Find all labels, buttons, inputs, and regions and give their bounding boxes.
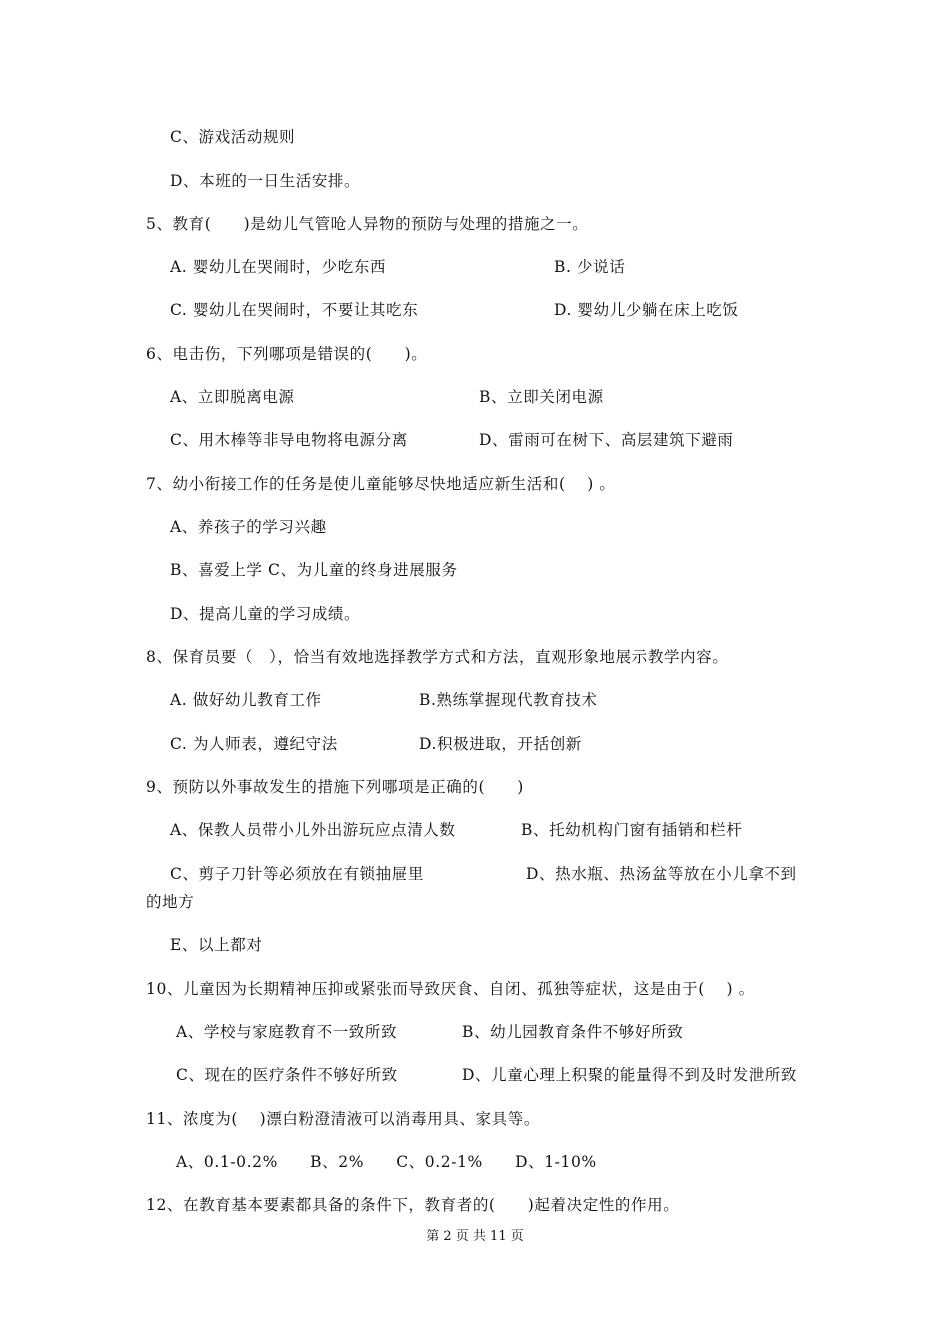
- q8-option-a: A. 做好幼儿教育工作: [170, 691, 322, 709]
- page-footer: 第 2 页 共 11 页: [426, 1229, 524, 1244]
- question-10: 10、儿童因为长期精神压抑或紧张而导致厌食、自闭、孤独等症状，这是由于( ) 。: [146, 980, 755, 998]
- q9-option-b: B、托幼机构门窗有插销和栏杆: [521, 821, 743, 839]
- q8-option-c: C. 为人师表，遵纪守法: [170, 735, 338, 753]
- q6-option-b: B、立即关闭电源: [479, 388, 604, 406]
- q9-option-a: A、保教人员带小儿外出游玩应点清人数: [170, 821, 456, 839]
- question-7: 7、幼小衔接工作的任务是使儿童能够尽快地适应新生活和( ) 。: [146, 475, 616, 493]
- q6-option-d: D、雷雨可在树下、高层建筑下避雨: [479, 431, 734, 449]
- q5-option-a: A. 婴幼儿在哭闹时，少吃东西: [170, 258, 387, 276]
- q4-option-c: C、游戏活动规则: [170, 128, 296, 146]
- q5-option-c: C. 婴幼儿在哭闹时，不要让其吃东: [170, 301, 419, 319]
- q6-option-a: A、立即脱离电源: [170, 388, 295, 406]
- q4-option-d: D、本班的一日生活安排。: [170, 172, 361, 190]
- q10-option-c: C、现在的医疗条件不够好所致: [176, 1066, 398, 1084]
- q8-option-d: D.积极进取，开括创新: [419, 735, 582, 753]
- question-6: 6、电击伤，下列哪项是错误的( )。: [146, 345, 428, 363]
- q8-option-b: B.熟练掌握现代教育技术: [419, 691, 598, 709]
- q10-option-b: B、幼儿园教育条件不够好所致: [462, 1023, 684, 1041]
- q9-option-d-continued: 的地方: [146, 893, 195, 911]
- q10-option-d: D、儿童心理上积聚的能量得不到及时发泄所致: [462, 1066, 798, 1084]
- q5-option-b: B. 少说话: [554, 258, 626, 276]
- question-11: 11、浓度为( )漂白粉澄清液可以消毒用具、家具等。: [146, 1110, 540, 1128]
- question-9: 9、预防以外事故发生的措施下列哪项是正确的( ): [146, 778, 524, 796]
- q11-options: A、0.1-0.2% B、2% C、0.2-1% D、1-10%: [176, 1153, 597, 1171]
- q7-option-d: D、提高儿童的学习成绩。: [170, 605, 361, 623]
- q9-option-c: C、剪子刀针等必须放在有锁抽屉里: [170, 865, 424, 883]
- question-8: 8、保育员要（ ），恰当有效地选择教学方式和方法，直观形象地展示教学内容。: [146, 648, 729, 666]
- question-5: 5、教育( )是幼儿气管呛人异物的预防与处理的措施之一。: [146, 215, 589, 233]
- q10-option-a: A、学校与家庭教育不一致所致: [176, 1023, 398, 1041]
- question-12: 12、在教育基本要素都具备的条件下，教育者的( )起着决定性的作用。: [146, 1196, 680, 1214]
- q5-option-d: D. 婴幼儿少躺在床上吃饭: [554, 301, 739, 319]
- q7-option-bc: B、喜爱上学 C、为儿童的终身进展服务: [170, 561, 458, 579]
- q7-option-a: A、养孩子的学习兴趣: [170, 518, 327, 536]
- q9-option-d: D、热水瓶、热汤盆等放在小儿拿不到: [526, 865, 797, 883]
- q9-option-e: E、以上都对: [170, 936, 263, 954]
- q6-option-c: C、用木棒等非导电物将电源分离: [170, 431, 408, 449]
